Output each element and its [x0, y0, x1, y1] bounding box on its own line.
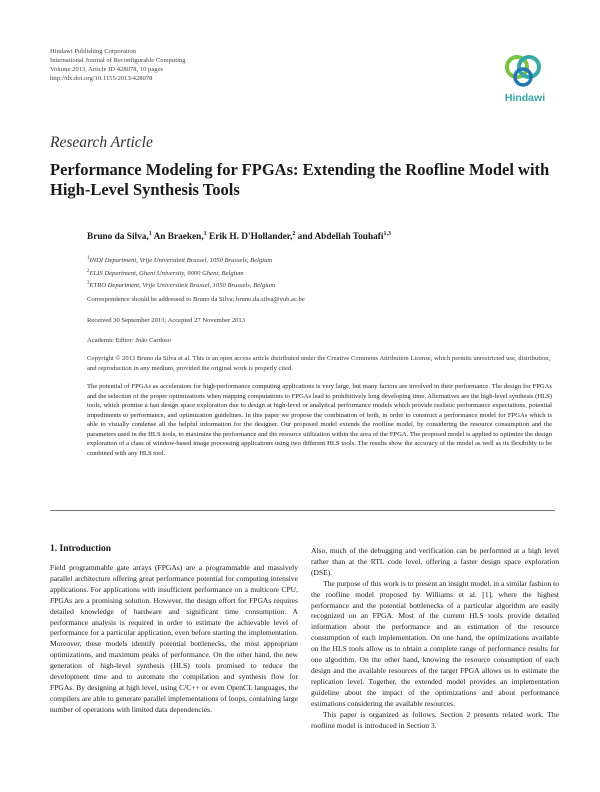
paragraph: This paper is organized as follows. Section 2 presents related work. The roofline model is introduced in Section 3.: [311, 709, 559, 730]
doi-link[interactable]: http://dx.doi.org/10.1155/2013/428078: [50, 75, 153, 82]
right-column: [311, 546, 559, 731]
paper-title: Performance Modeling for FPGAs: Extending the Roofline Model with High-Level Synthesis Tools: [50, 160, 550, 199]
paragraph: The purpose of this work is to present an insight model, in a similar fashion to the roofline model proposed by Williams et al. [1], where the highest performance and the potential bottlenecks of a particular algorithm are easily recognized on an FPGA. Most of the current HLS tools provide detailed information about the performance and an estimation of the resource consumption of each implementation. On one hand, the optimizations available on the HLS tools allow us to obtain a complete range of performance results for one algorithm. On the other hand, knowing the resource consumption of each design and the available resources of the target FPGA allows us to estimate the replication level. Together, the extended model provides an implementation guideline about the impact of the optimizations and about performance estimations considering the available resources.: [311, 578, 560, 708]
author: Erik H. D'Hollander,$^2$: [209, 231, 296, 243]
correspondence: Correspondence should be addressed to Bruno da Silva; bruno.da.silva@vub.ac.be: [87, 296, 305, 303]
author: An Braeken,$^1$: [153, 231, 207, 243]
academic-editor: Academic Editor: João Cardoso: [87, 337, 172, 344]
affiliations: [87, 254, 275, 292]
publisher: Hindawi Publishing Corporation: [50, 48, 137, 55]
copyright-notice: Copyright © 2013 Bruno da Silva et al. This is an open access article distributed under the Creative Commons Attribution License, which permits unrestricted use, distribution, and reproduction in any medium, provided the original work is properly cited.: [87, 355, 551, 372]
paragraph: Also, much of the debugging and verification can be performed at a high level rather than at the RTL code level, offering a faster design space exploration (DSE).: [311, 546, 559, 577]
logo-text: Hindawi: [504, 92, 546, 104]
author: and Abdellah Touhafi$^{1,3}$: [297, 231, 391, 243]
divider: [50, 510, 555, 511]
article-type: Research Article: [50, 134, 153, 151]
affiliation: $^1$INDI Department, Vrije Universiteit Brussel, 1050 Brussels, Belgium: [87, 256, 273, 265]
abstract: The potential of FPGAs as accelerators for high-performance computing applications is very large, but many factors are involved in their performance. The design for FPGAs and the selection of the proper optimizations when mapping computations to FPGAs lead to prohibitively long developing time. Alternatives are the high-level synthesis (HLS) tools, which promise a fast design space exploration due to design at high-level or analytical performance models which provide realistic performance expectations, potential impediments to performance, and optimization guidelines. In this paper we propose the combination of both, in order to construct a performance model for FPGAs which is able to visually condense all the helpful information for the designer. Our proposed model extends the roofline model, by considering the resource consumption and the parameters used in the HLS tools, to maximize the performance and the resource utilization within the area of the FPGA. The proposed model is applied to optimize the design exploration of a class of window-based image processing applications using two different HLS tools. The results show the accuracy of the model as well as its flexibility to be combined with any HLS tool.: [87, 383, 552, 457]
journal-header: [50, 47, 186, 83]
affiliation: $^3$ETRO Department, Vrije Universiteit Brussel, 1050 Brussels, Belgium: [87, 281, 276, 290]
journal-name: International Journal of Reconfigurable Computing: [50, 57, 186, 64]
affiliation: $^2$ELIS Department, Ghent University, 9000 Ghent, Belgium: [87, 268, 244, 277]
received-date: Received 30 September 2013; Accepted 27 November 2013: [87, 317, 246, 324]
left-column: [50, 563, 298, 716]
section-heading: 1. Introduction: [50, 544, 112, 554]
volume-info: Volume 2013, Article ID 428078, 10 pages: [50, 66, 164, 73]
author-list: [87, 231, 391, 242]
author: Bruno da Silva,$^1$: [87, 231, 152, 243]
paragraph: Field programmable gate arrays (FPGAs) are a programmable and massively parallel architecture offering great performance potential for computing intensive applications. For applications with insufficient performance on a multicore CPU, FPGAs are a promising solution. However, the design effort for FPGAs requires detailed knowledge of hardware and significant time consumption. A performance analysis is required in order to estimate the achievable level of performance for a particular application, even before starting the implementation. Moreover, these models identify potential bottlenecks, the most appropriate optimizations, and maximum peaks of performance. On the other hand, the new generation of high-level synthesis (HLS) tools promised to reduce the development time and to automate the compilation and synthesis flow for FPGAs. By designing at high level, using C/C++ or even OpenCL languages, the compilers are able to generate parallel implementations of loops, containing large number of operations with limited data dependencies.: [50, 563, 298, 714]
